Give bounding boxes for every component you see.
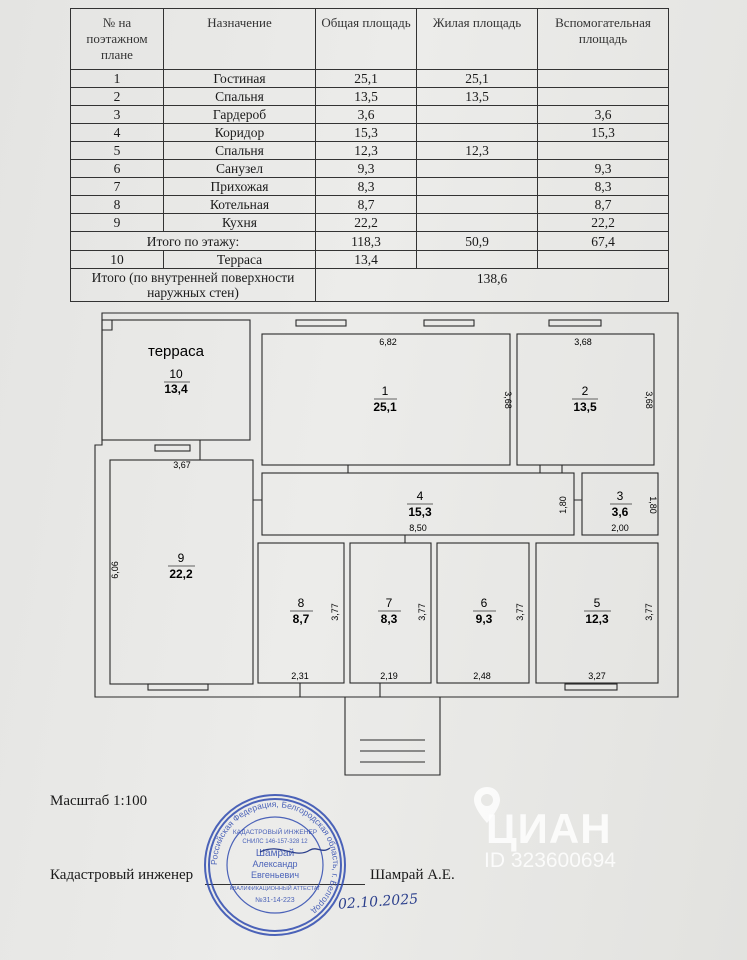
dim-r1-width: 6,82: [379, 337, 397, 347]
cell-num: 9: [71, 214, 164, 232]
dim-r7-width: 2,19: [380, 671, 398, 681]
room-1-number: 1: [381, 384, 389, 398]
floor-total-living: 50,9: [417, 232, 538, 251]
cell-name: Гардероб: [164, 106, 316, 124]
watermark-brand: ЦИАН: [486, 805, 612, 852]
scale-label: Масштаб 1:100: [50, 793, 148, 809]
room-4-number: 4: [416, 489, 424, 503]
watermark-id: ID 323600694: [484, 849, 616, 872]
engineer-label: Кадастровый инженер: [50, 867, 194, 883]
dim-r9-height: 6,06: [110, 561, 120, 579]
room-5-number: 5: [593, 596, 601, 610]
cell-num: 5: [71, 142, 164, 160]
engineer-seal-stamp: [200, 790, 350, 940]
cell-total: 22,2: [316, 214, 417, 232]
room-3-area: 3,6: [611, 505, 629, 519]
room-4-area: 15,3: [408, 505, 432, 519]
cell-total: 12,3: [316, 142, 417, 160]
room-9-area: 22,2: [169, 567, 193, 581]
header-purpose: Назначение: [164, 9, 316, 70]
cell-aux: 9,3: [538, 160, 669, 178]
cell-total: 13,5: [316, 88, 417, 106]
dim-r7-height: 3,77: [417, 603, 427, 621]
dim-r9-width: 3,67: [173, 460, 191, 470]
signature-date: 02.10.2025: [337, 891, 419, 913]
floor-total-aux: 67,4: [538, 232, 669, 251]
dim-r5-height: 3,77: [644, 603, 654, 621]
room-2-number: 2: [581, 384, 589, 398]
dim-r3-width: 2,00: [611, 523, 629, 533]
dim-r5-width: 3,27: [588, 671, 606, 681]
dim-r6-height: 3,77: [515, 603, 525, 621]
header-aux: Вспомогательная площадь: [538, 9, 669, 70]
room-3-number: 3: [616, 489, 624, 503]
cell-total: 15,3: [316, 124, 417, 142]
stamp-cert: КВАЛИФИКАЦИОННЫЙ АТТЕСТАТ: [229, 886, 321, 892]
cell-num: 2: [71, 88, 164, 106]
cell-num: 6: [71, 160, 164, 178]
stamp-cert-number: №31-14-223: [255, 897, 295, 904]
cell-name: Спальня: [164, 88, 316, 106]
dim-r1-height: 3,68: [503, 391, 513, 409]
terrace-label: терраса: [148, 343, 204, 360]
room-7-area: 8,3: [380, 612, 398, 626]
cell-name: Прихожая: [164, 178, 316, 196]
cell-total: 9,3: [316, 160, 417, 178]
grand-total-value: 138,6: [316, 269, 669, 302]
cell-name: Спальня: [164, 142, 316, 160]
cell-total: 25,1: [316, 70, 417, 88]
room-8-area: 8,7: [292, 612, 310, 626]
header-living: Жилая площадь: [417, 9, 538, 70]
cell-aux: 8,3: [538, 178, 669, 196]
stamp-snils: СНИЛС 146-157-328 12: [242, 839, 308, 845]
cell-living: 25,1: [417, 70, 538, 88]
room-6-number: 6: [480, 596, 488, 610]
dim-r4-width: 8,50: [409, 523, 427, 533]
dim-r8-height: 3,77: [330, 603, 340, 621]
cell-total: 13,4: [316, 251, 417, 269]
steps: [360, 740, 425, 762]
cell-num: 10: [71, 251, 164, 269]
cell-name: Гостиная: [164, 70, 316, 88]
cell-num: 8: [71, 196, 164, 214]
cell-name: Терраса: [164, 251, 316, 269]
porch: [345, 697, 440, 775]
dim-r3-height: 1,80: [648, 496, 658, 514]
dim-r2-width: 3,68: [574, 337, 592, 347]
cell-living: 13,5: [417, 88, 538, 106]
cell-aux: 3,6: [538, 106, 669, 124]
dim-r8-width: 2,31: [291, 671, 309, 681]
room-2-area: 13,5: [573, 400, 597, 414]
stamp-name-2: Александр: [252, 859, 298, 869]
header-num: № на поэтажном плане: [71, 9, 164, 70]
room-5-area: 12,3: [585, 612, 609, 626]
cell-name: Кухня: [164, 214, 316, 232]
cell-name: Санузел: [164, 160, 316, 178]
room-7-number: 7: [385, 596, 393, 610]
floor-total-label: Итого по этажу:: [71, 232, 316, 251]
cell-num: 7: [71, 178, 164, 196]
cell-num: 1: [71, 70, 164, 88]
dim-r6-width: 2,48: [473, 671, 491, 681]
floor-total-total: 118,3: [316, 232, 417, 251]
room-1-area: 25,1: [373, 400, 397, 414]
dim-r2-height: 3,68: [644, 391, 654, 409]
cell-total: 8,3: [316, 178, 417, 196]
cell-aux: 8,7: [538, 196, 669, 214]
cell-name: Коридор: [164, 124, 316, 142]
cell-aux: 15,3: [538, 124, 669, 142]
cell-living: 12,3: [417, 142, 538, 160]
room-9-number: 9: [177, 551, 185, 565]
cell-num: 3: [71, 106, 164, 124]
room-10-number: 10: [169, 367, 183, 381]
cell-num: 4: [71, 124, 164, 142]
room-10-area: 13,4: [164, 382, 188, 396]
stamp-ring-text: Российская Федерация, Белгородская область, г. Белгород: [208, 798, 342, 917]
grand-total-label: Итого (по внутренней поверхности наружных стен): [71, 269, 316, 302]
cell-name: Котельная: [164, 196, 316, 214]
engineer-name: Шамрай А.Е.: [370, 867, 455, 883]
cell-aux: 22,2: [538, 214, 669, 232]
stamp-name-3: Евгеньевич: [250, 870, 300, 880]
cell-total: 8,7: [316, 196, 417, 214]
header-total: Общая площадь: [316, 9, 417, 70]
cell-total: 3,6: [316, 106, 417, 124]
room-8-number: 8: [297, 596, 305, 610]
room-6-area: 9,3: [475, 612, 493, 626]
stamp-name-1: Шамрай: [255, 848, 295, 859]
stamp-title: КАДАСТРОВЫЙ ИНЖЕНЕР: [232, 829, 318, 836]
dim-r4-height: 1,80: [558, 496, 568, 514]
